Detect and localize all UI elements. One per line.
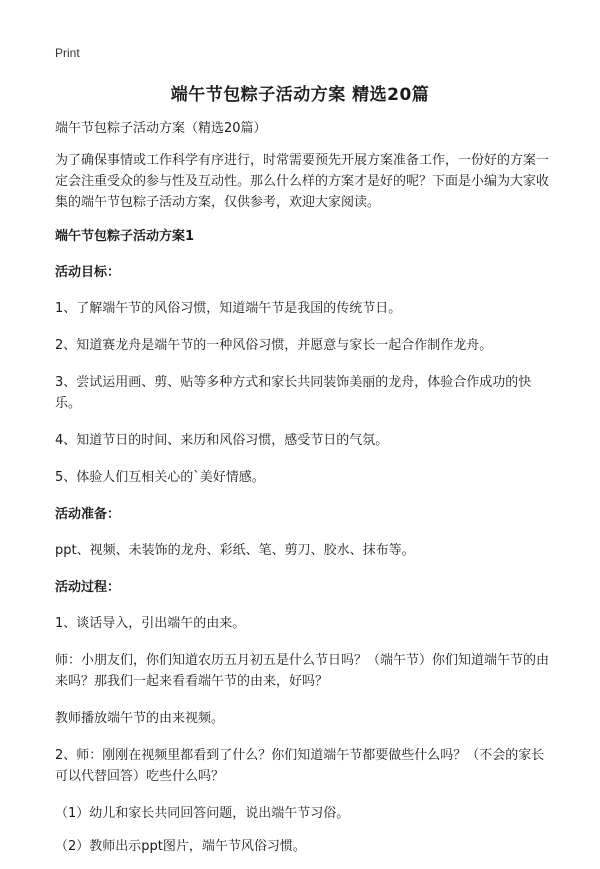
goal-item: 5、体验人们互相关心的`美好情感。 <box>55 470 265 485</box>
process-item: （2）教师出示ppt图片，端午节风俗习惯。 <box>55 839 306 854</box>
prep-heading: 活动准备： <box>55 507 121 522</box>
prep-text: ppt、视频、未装饰的龙舟、彩纸、笔、剪刀、胶水、抹布等。 <box>55 543 415 558</box>
section-heading: 端午节包粽子活动方案1 <box>55 229 195 244</box>
document-title: 端午节包粽子活动方案 精选20篇 <box>170 85 430 105</box>
goals-heading: 活动目标： <box>55 265 121 280</box>
process-heading: 活动过程： <box>55 580 121 595</box>
process-item: （1）幼儿和家长共同回答问题，说出端午节习俗。 <box>55 806 350 821</box>
goal-item: 2、知道赛龙舟是端午节的一种风俗习惯，并愿意与家长一起合作制作龙舟。 <box>55 338 493 353</box>
process-item: 师：小朋友们，你们知道农历五月初五是什么节日吗？（端午节）你们知道端午节的由来吗？那我们一起来看看端午节的由来，好吗？ <box>55 653 550 689</box>
process-item: 1、谈话导入，引出端午的由来。 <box>55 616 246 631</box>
document-body <box>55 118 555 869</box>
print-link[interactable]: Print <box>55 46 80 60</box>
goal-item: 4、知道节日的时间、来历和风俗习惯，感受节日的气氛。 <box>55 433 389 448</box>
goal-item: 3、尝试运用画、剪、贴等多种方式和家长共同装饰美丽的龙舟，体验合作成功的快乐。 <box>55 375 532 411</box>
document-subtitle: 端午节包粽子活动方案（精选20篇） <box>55 121 267 136</box>
intro-paragraph: 为了确保事情或工作科学有序进行，时常需要预先开展方案准备工作，一份好的方案一定会注重受众的参与性及互动性。那么什么样的方案才是好的呢？下面是小编为大家收集的端午节包粽子活动方案，仅供参考，欢迎大家阅读。 <box>55 153 550 210</box>
goal-item: 1、了解端午节的风俗习惯，知道端午节是我国的传统节日。 <box>55 301 402 316</box>
process-item: 教师播放端午节的由来视频。 <box>55 711 225 726</box>
process-item: 2、师：刚刚在视频里都看到了什么？你们知道端午节都要做些什么吗？（不会的家长可以代替回答）吃些什么吗？ <box>55 748 545 784</box>
